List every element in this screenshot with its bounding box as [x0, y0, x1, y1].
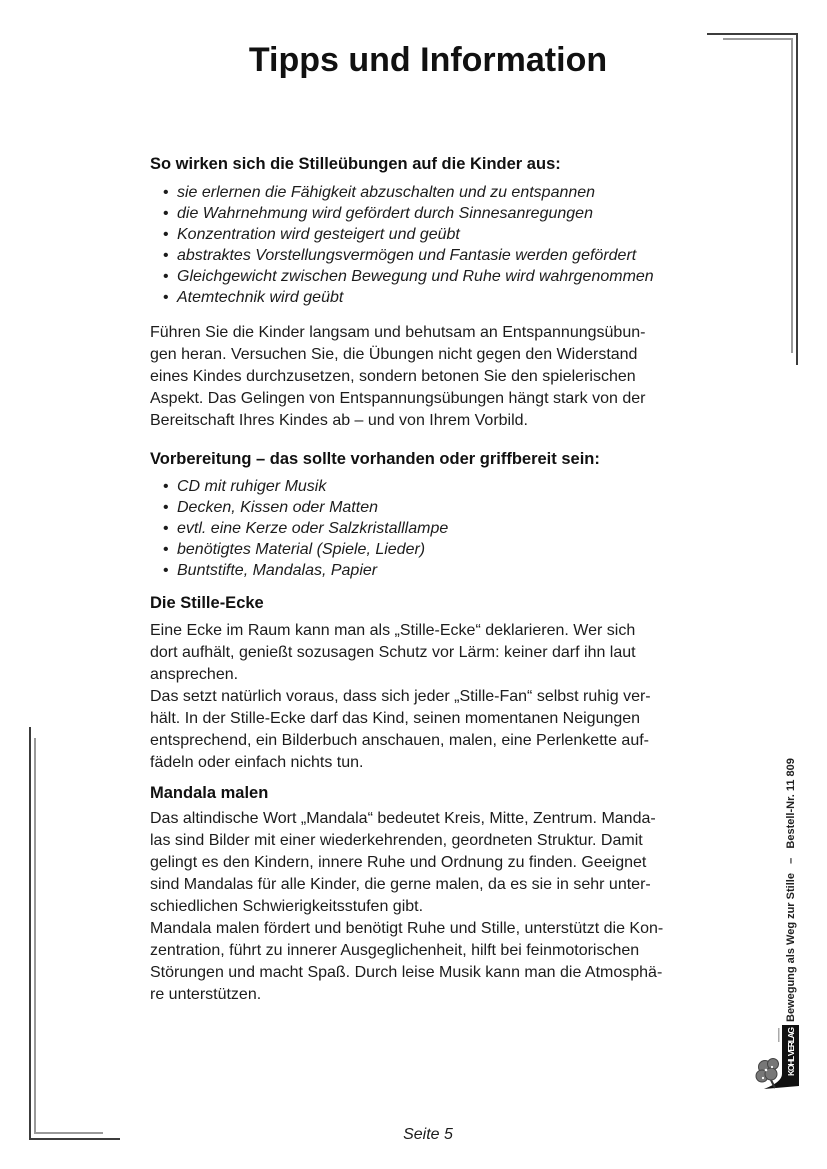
bullet-item: • evtl. eine Kerze oder Salzkristalllampe [150, 518, 706, 539]
paragraph-line: Mandala malen fördert und benötigt Ruhe und Stille, unterstützt die Kon- [150, 920, 664, 937]
bullet-item: • Konzentration wird gesteigert und geübt [150, 224, 706, 245]
bullet-item: • Buntstifte, Mandalas, Papier [150, 560, 706, 581]
corner-line-top-right-outer-horizontal [707, 33, 798, 35]
logo-publisher-text: KOHL VERLAG [786, 1027, 796, 1076]
paragraph-line: las sind Bilder mit einer wiederkehrenden, geordneten Struktur. Damit [150, 832, 643, 849]
bullet-item: • abstraktes Vorstellungsvermögen und Fantasie werden gefördert [150, 245, 706, 266]
page-number: Seite 5 [403, 1126, 453, 1143]
paragraph-line: Führen Sie die Kinder langsam und behutsam an Entspannungsübun- [150, 324, 646, 341]
paragraph-line: gen heran. Versuchen Sie, die Übungen nicht gegen den Widerstand [150, 346, 638, 363]
paragraph-line: ansprechen. [150, 666, 239, 683]
mandala-paragraph [150, 808, 706, 1006]
logo-tagline-mark [778, 1028, 780, 1042]
intro-paragraph [150, 322, 706, 432]
bullet-item: • die Wahrnehmung wird gefördert durch Sinnesanregungen [150, 203, 706, 224]
paragraph-line: eines Kindes durchzusetzen, sondern betonen Sie den spielerischen [150, 368, 636, 385]
stille-ecke-paragraph [150, 620, 706, 774]
paragraph-line: zentration, führt zu innerer Ausgeglichenheit, hilft bei feinmotorischen [150, 942, 640, 959]
corner-line-top-right-inner-horizontal [723, 38, 793, 40]
paragraph-line: Eine Ecke im Raum kann man als „Stille-Ecke“ deklarieren. Wer sich [150, 622, 636, 639]
page-title: Tipps und Information [248, 41, 608, 79]
paragraph-line: Das setzt natürlich voraus, dass sich jeder „Stille-Fan“ selbst ruhig ver- [150, 688, 651, 705]
bullet-item: • sie erlernen die Fähigkeit abzuschalten und zu entspannen [150, 182, 706, 203]
paragraph-line: hält. In der Stille-Ecke darf das Kind, seinen momentanen Neigungen [150, 710, 641, 727]
heading-effects: So wirken sich die Stilleübungen auf die Kinder aus: [150, 155, 561, 173]
heading-mandala: Mandala malen [150, 784, 269, 802]
preparation-bullet-list [150, 476, 706, 581]
paragraph-line: gelingt es den Kindern, innere Ruhe und Ordnung zu finden. Geeignet [150, 854, 647, 871]
corner-line-bottom-left-inner-vertical [34, 738, 36, 1134]
bullet-item: • Decken, Kissen oder Matten [150, 497, 706, 518]
corner-line-bottom-left-outer-vertical [29, 727, 31, 1140]
paragraph-line: sind Mandalas für alle Kinder, die gerne malen, da es sie in sehr unter- [150, 876, 651, 893]
bullet-item: • Gleichgewicht zwischen Bewegung und Ruhe wird wahrgenommen [150, 266, 706, 287]
paragraph-line: re unterstützen. [150, 986, 262, 1003]
bullet-item: • benötigtes Material (Spiele, Lieder) [150, 539, 706, 560]
paragraph-line: Das altindische Wort „Mandala“ bedeutet Kreis, Mitte, Zentrum. Manda- [150, 810, 656, 827]
paragraph-line: schiedlichen Schwierigkeitsstufen gibt. [150, 898, 424, 915]
paragraph-line: Aspekt. Das Gelingen von Entspannungsübungen hängt stark von der [150, 390, 646, 407]
heading-preparation: Vorbereitung – das sollte vorhanden oder griffbereit sein: [150, 450, 600, 468]
order-number-strip: Bewegung als Weg zur Stille – Bestell-Nr. 11 809 [785, 758, 797, 1022]
corner-line-top-right-outer-vertical [796, 33, 798, 365]
paragraph-line: dort aufhält, genießt sozusagen Schutz vor Lärm: keiner darf ihn laut [150, 644, 636, 661]
heading-stille-ecke: Die Stille-Ecke [150, 594, 264, 612]
corner-line-bottom-left-inner-horizontal [34, 1132, 103, 1134]
paragraph-line: Störungen und macht Spaß. Durch leise Musik kann man die Atmosphä- [150, 964, 663, 981]
paragraph-line: entsprechend, ein Bilderbuch anschauen, malen, eine Perlenkette auf- [150, 732, 649, 749]
effects-bullet-list [150, 182, 706, 308]
bullet-item: • CD mit ruhiger Musik [150, 476, 706, 497]
kohl-verlag-logo [752, 1022, 808, 1100]
content-column [150, 0, 706, 1006]
paragraph-line: fädeln oder einfach nichts tun. [150, 754, 364, 771]
paragraph-line: Bereitschaft Ihres Kindes ab – und von Ihrem Vorbild. [150, 412, 528, 429]
corner-line-top-right-inner-vertical [791, 38, 793, 353]
bullet-item: • Atemtechnik wird geübt [150, 287, 706, 308]
corner-line-bottom-left-outer-horizontal [29, 1138, 120, 1140]
